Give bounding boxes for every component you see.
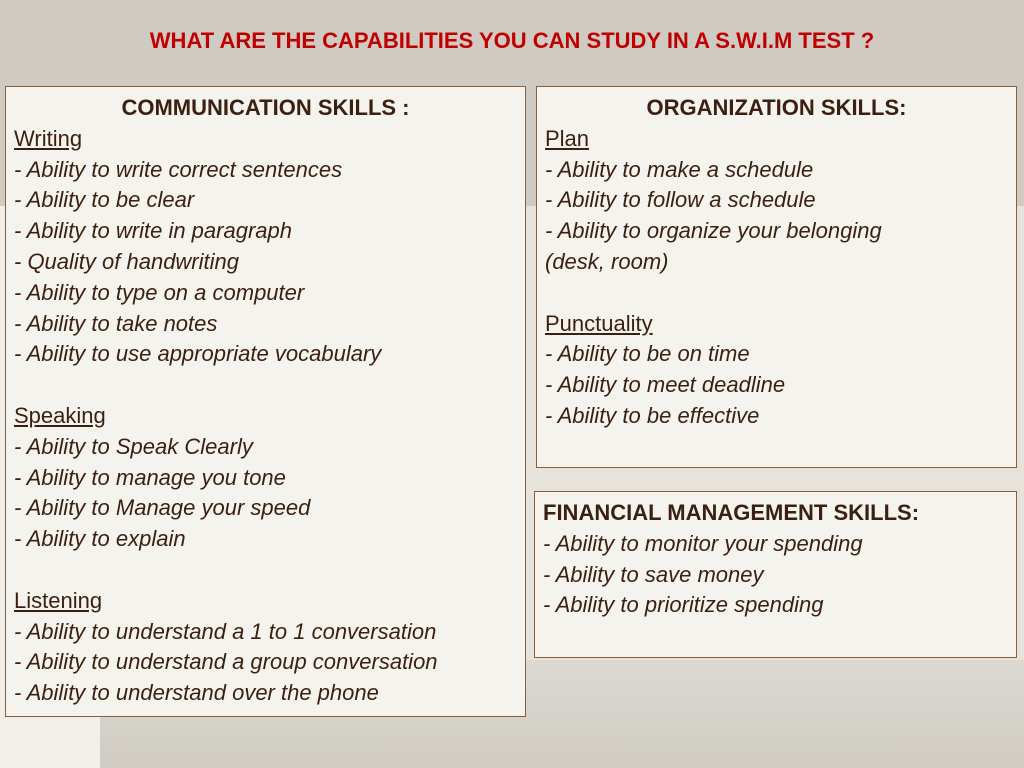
plan-item: - Ability to organize your belonging xyxy=(545,218,882,244)
writing-item: - Quality of handwriting xyxy=(14,248,239,274)
organization-skills-box xyxy=(536,86,1017,468)
punctuality-subheading: Punctuality xyxy=(545,310,653,336)
spacer xyxy=(545,278,1008,309)
writing-item: - Ability to be clear xyxy=(14,187,195,213)
slide-title: WHAT ARE THE CAPABILITIES YOU CAN STUDY IN A S.W.I.M TEST ? xyxy=(149,28,875,53)
writing-item: - Ability to write correct sentences xyxy=(14,156,343,182)
plan-item: - Ability to make a schedule xyxy=(545,156,814,182)
writing-item: - Ability to write in paragraph xyxy=(14,218,292,244)
speaking-item: - Ability to manage you tone xyxy=(14,464,286,490)
speaking-item: - Ability to Speak Clearly xyxy=(14,433,253,459)
listening-item: - Ability to understand over the phone xyxy=(14,680,379,706)
spacer xyxy=(14,555,517,586)
plan-item: (desk, room) xyxy=(545,248,669,274)
speaking-subheading: Speaking xyxy=(14,402,106,428)
listening-subheading: Listening xyxy=(14,587,103,613)
writing-item: - Ability to type on a computer xyxy=(14,279,305,305)
communication-skills-box xyxy=(5,86,526,717)
financial-item: - Ability to save money xyxy=(543,561,764,587)
financial-item: - Ability to prioritize spending xyxy=(543,592,824,618)
speaking-item: - Ability to explain xyxy=(14,526,186,552)
speaking-item: - Ability to Manage your speed xyxy=(14,495,311,521)
punctuality-item: - Ability to meet deadline xyxy=(545,372,786,398)
listening-item: - Ability to understand a group conversation xyxy=(14,649,438,675)
writing-item: - Ability to use appropriate vocabulary xyxy=(14,341,382,367)
communication-heading: COMMUNICATION SKILLS : xyxy=(121,95,410,120)
financial-skills-box xyxy=(534,491,1017,658)
financial-item: - Ability to monitor your spending xyxy=(543,530,863,556)
spacer xyxy=(14,370,517,401)
plan-subheading: Plan xyxy=(545,125,590,151)
punctuality-item: - Ability to be effective xyxy=(545,402,760,428)
writing-subheading: Writing xyxy=(14,125,83,151)
financial-heading: FINANCIAL MANAGEMENT SKILLS: xyxy=(543,500,920,525)
organization-heading: ORGANIZATION SKILLS: xyxy=(646,95,907,120)
plan-item: - Ability to follow a schedule xyxy=(545,187,816,213)
punctuality-item: - Ability to be on time xyxy=(545,341,750,367)
writing-item: - Ability to take notes xyxy=(14,310,218,336)
listening-item: - Ability to understand a 1 to 1 conversation xyxy=(14,618,437,644)
